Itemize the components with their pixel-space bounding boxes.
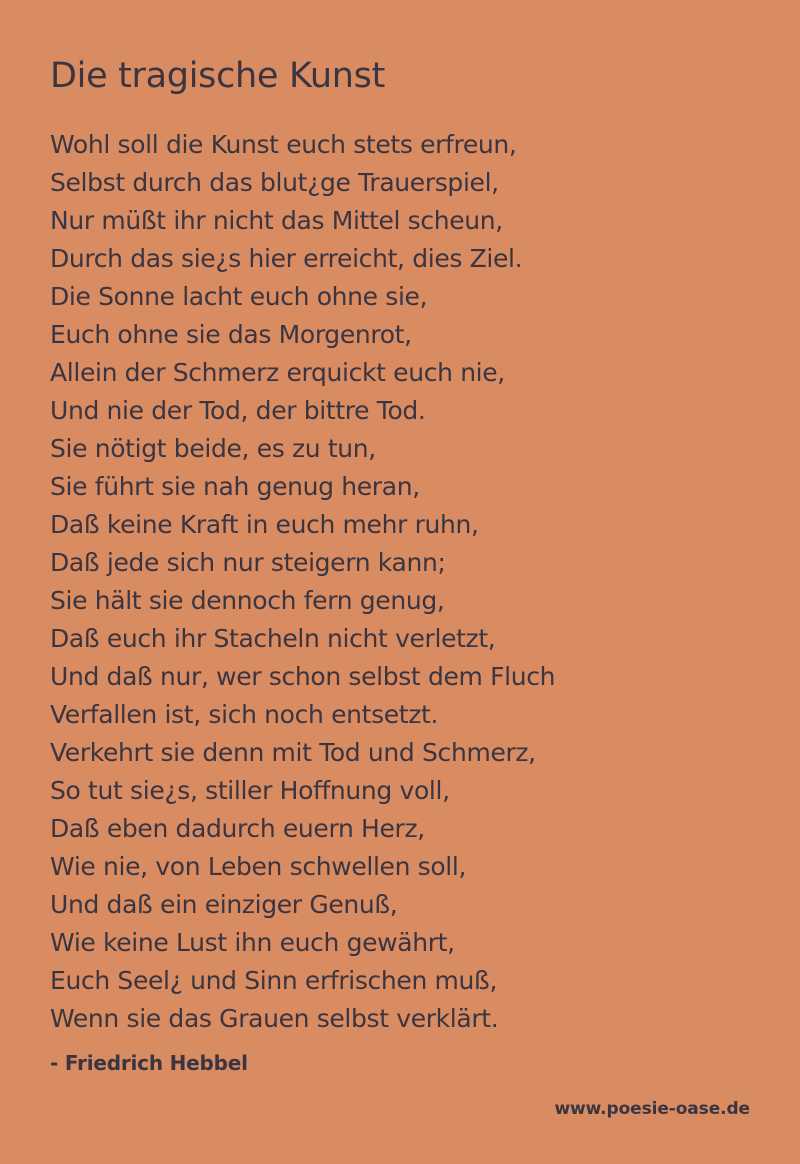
poem-line: So tut sie¿s, stiller Hoffnung voll,: [50, 776, 450, 805]
poem-body: [50, 126, 555, 1038]
poem-line: Und daß nur, wer schon selbst dem Fluch: [50, 662, 556, 691]
poem-line: Wenn sie das Grauen selbst verklärt.: [50, 1004, 499, 1033]
poem-title: Die tragische Kunst: [50, 56, 385, 96]
poem-line: Wohl soll die Kunst euch stets erfreun,: [50, 130, 517, 159]
poem-line: Wie nie, von Leben schwellen soll,: [50, 852, 467, 881]
poem-line: Wie keine Lust ihn euch gewährt,: [50, 928, 455, 957]
poem-line: Nur müßt ihr nicht das Mittel scheun,: [50, 206, 503, 235]
poem-line: Euch ohne sie das Morgenrot,: [50, 320, 412, 349]
poem-line: Daß keine Kraft in euch mehr ruhn,: [50, 510, 479, 539]
poem-line: Sie nötigt beide, es zu tun,: [50, 434, 376, 463]
poem-line: Euch Seel¿ und Sinn erfrischen muß,: [50, 966, 498, 995]
poem-line: Allein der Schmerz erquickt euch nie,: [50, 358, 505, 387]
website-credit: www.poesie-oase.de: [554, 1099, 750, 1119]
poem-line: Daß jede sich nur steigern kann;: [50, 548, 446, 577]
poem-line: Sie hält sie dennoch fern genug,: [50, 586, 445, 615]
poem-line: Daß eben dadurch euern Herz,: [50, 814, 425, 843]
poem-line: Sie führt sie nah genug heran,: [50, 472, 420, 501]
poem-line: Die Sonne lacht euch ohne sie,: [50, 282, 428, 311]
poem-line: Durch das sie¿s hier erreicht, dies Ziel.: [50, 244, 523, 273]
poem-line: Daß euch ihr Stacheln nicht verletzt,: [50, 624, 496, 653]
poem-line: Verfallen ist, sich noch entsetzt.: [50, 700, 439, 729]
poem-line: Verkehrt sie denn mit Tod und Schmerz,: [50, 738, 536, 767]
poem-line: Und nie der Tod, der bittre Tod.: [50, 396, 426, 425]
poem-author: - Friedrich Hebbel: [50, 1051, 248, 1075]
poem-line: Und daß ein einziger Genuß,: [50, 890, 398, 919]
poem-line: Selbst durch das blut¿ge Trauerspiel,: [50, 168, 499, 197]
